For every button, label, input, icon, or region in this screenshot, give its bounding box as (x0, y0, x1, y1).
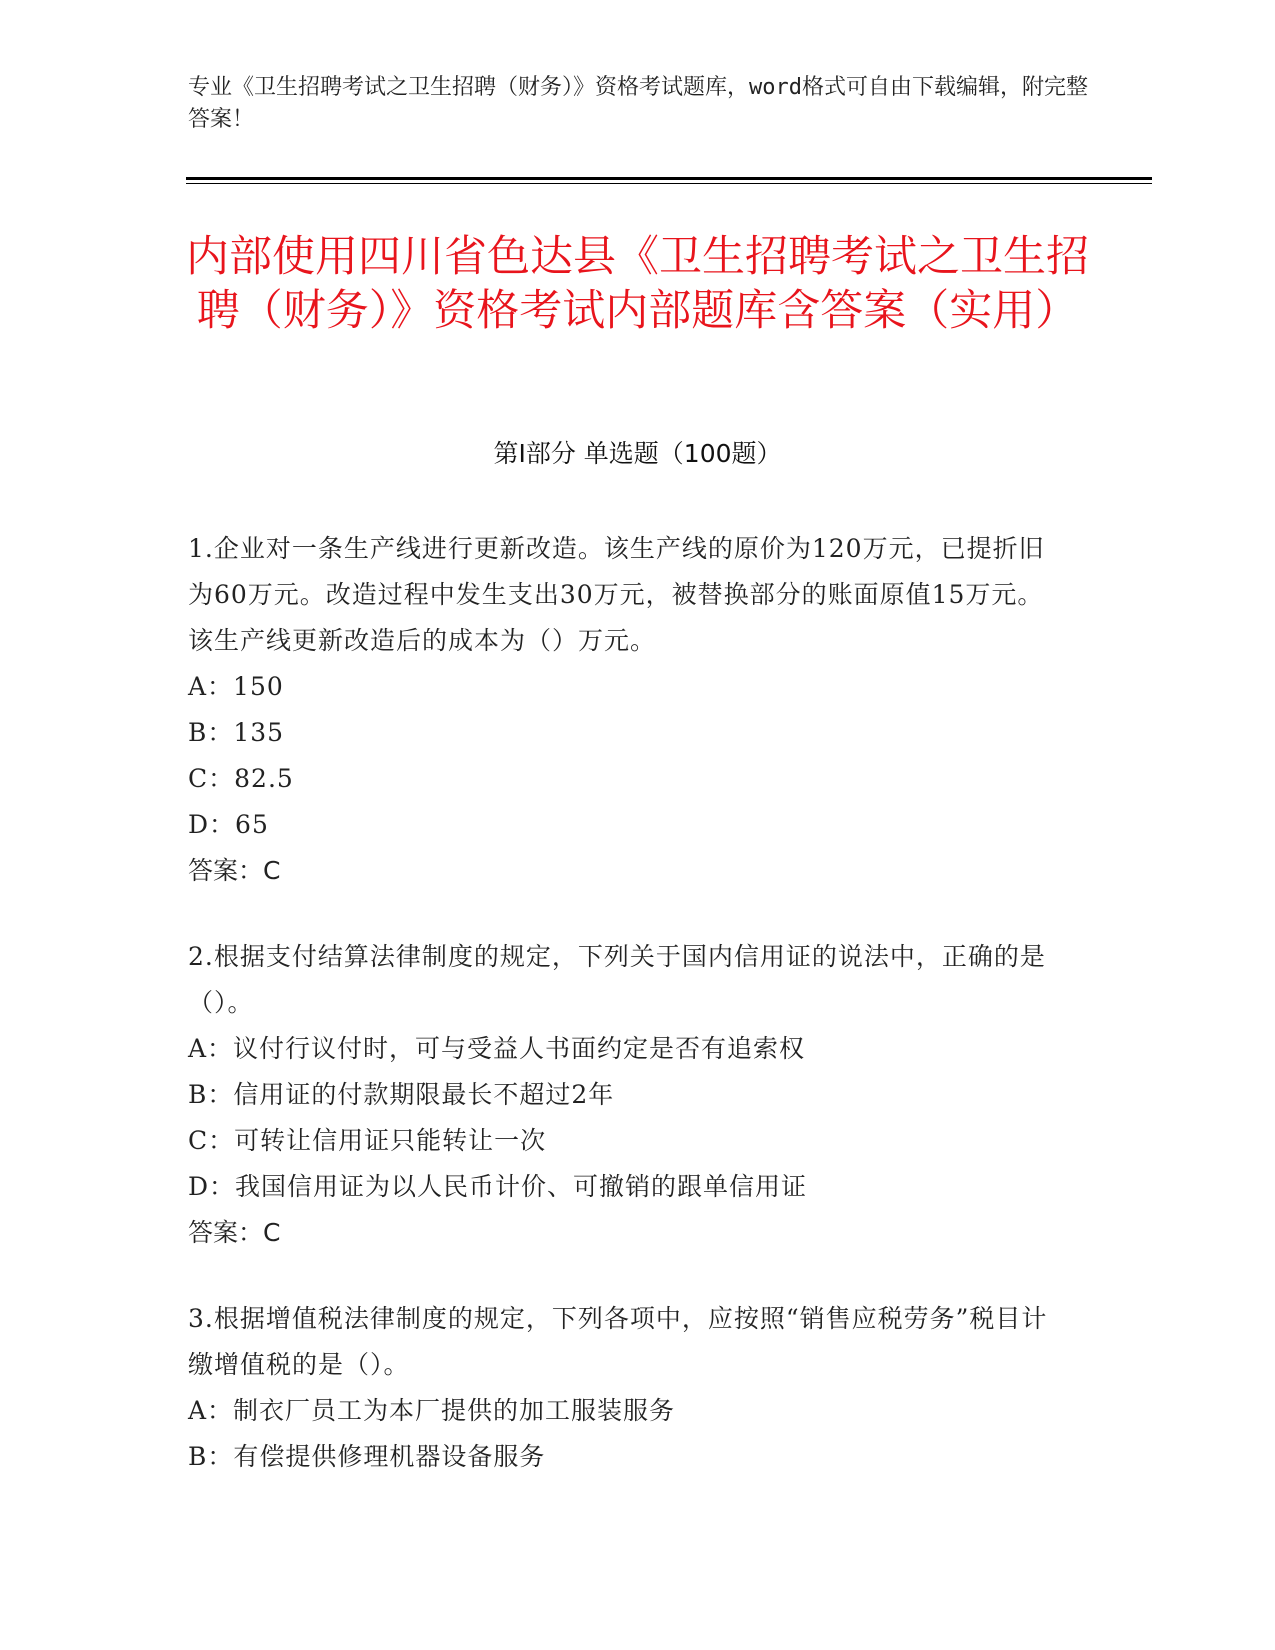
question-stem: 1.企业对一条生产线进行更新改造。该生产线的原价为120万元，已提折旧为60万元。改造过程中发生支出30万元，被替换部分的账面原值15万元。该生产线更新改造后的成本为（）万元。 (188, 534, 1045, 655)
question-stem: 2.根据支付结算法律制度的规定，下列关于国内信用证的说法中，正确的是（）。 (188, 942, 1046, 1017)
option-b: B：有偿提供修理机器设备服务 (188, 1442, 546, 1471)
option-a: A：议付行议付时，可与受益人书面约定是否有追索权 (188, 1034, 806, 1063)
option-d: D：我国信用证为以人民币计价、可撤销的跟单信用证 (188, 1172, 808, 1201)
question-2 (188, 934, 1068, 1256)
option-c: C：可转让信用证只能转让一次 (188, 1126, 547, 1155)
question-stem: 3.根据增值税法律制度的规定，下列各项中，应按照“销售应税劳务”税目计缴增值税的是（）。 (188, 1304, 1048, 1379)
question-list (188, 526, 1068, 1520)
header-divider-thick (186, 177, 1152, 180)
option-a: A：150 (188, 672, 284, 701)
header-note: 专业《卫生招聘考试之卫生招聘（财务）》资格考试题库，word格式可自由下载编辑，附完整答案！ (188, 75, 1088, 132)
option-a: A：制衣厂员工为本厂提供的加工服装服务 (188, 1396, 676, 1425)
answer: 答案：C (188, 1218, 281, 1247)
document-title: 内部使用四川省色达县《卫生招聘考试之卫生招聘（财务）》资格考试内部题库含答案（实用） (186, 232, 1089, 336)
option-b: B：135 (188, 718, 285, 747)
question-3 (188, 1296, 1068, 1480)
option-d: D：65 (188, 810, 269, 839)
answer: 答案：C (188, 856, 281, 885)
question-1 (188, 526, 1068, 894)
section-title: 第Ⅰ部分 单选题（100题） (493, 439, 782, 468)
option-b: B：信用证的付款期限最长不超过2年 (188, 1080, 615, 1109)
option-c: C：82.5 (188, 764, 294, 793)
header-divider-thin (186, 183, 1152, 184)
